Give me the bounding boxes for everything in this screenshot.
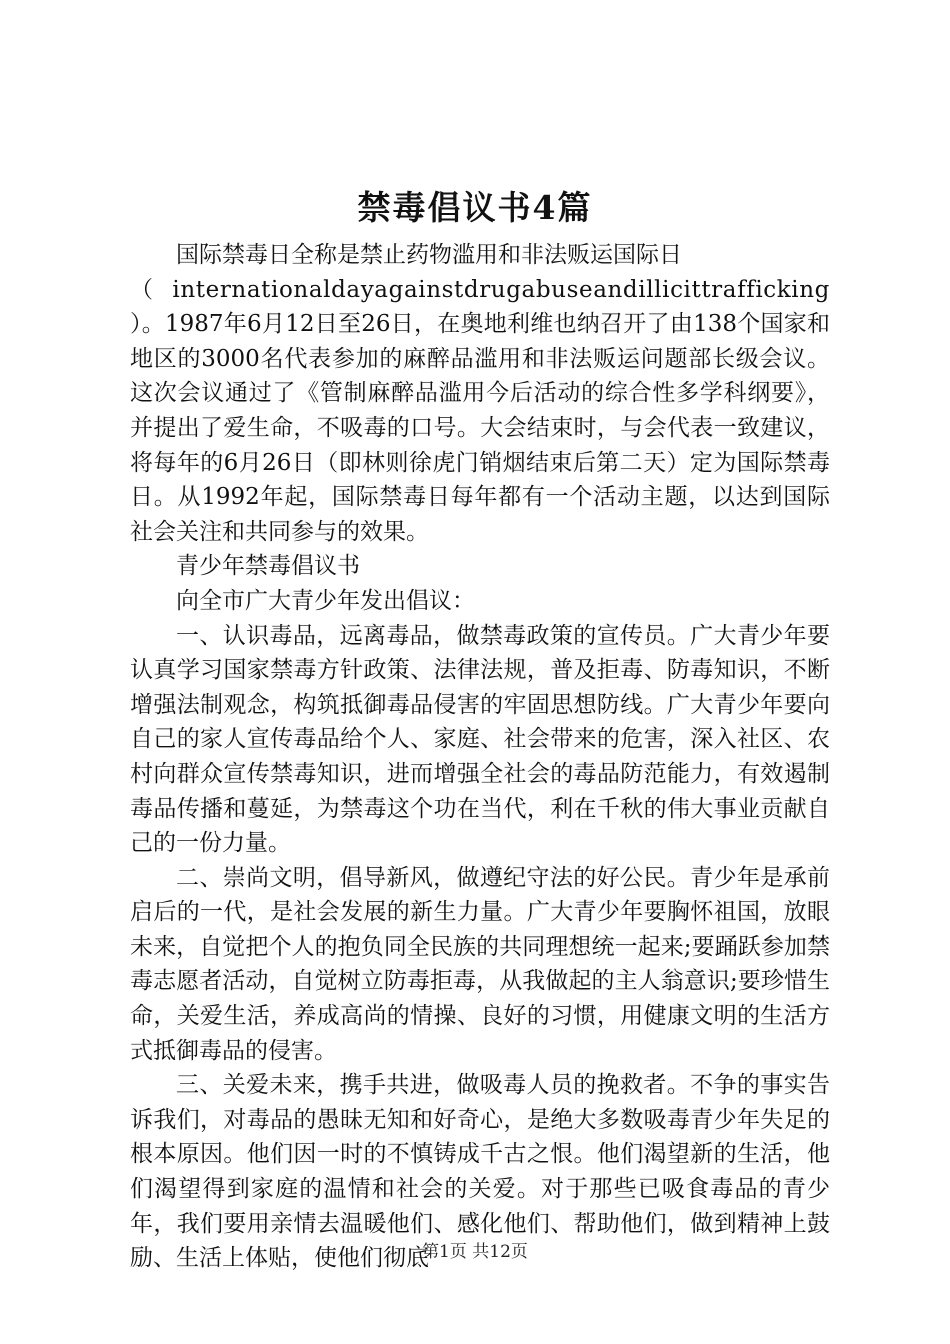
- document-title: 禁毒倡议书4篇: [357, 188, 593, 227]
- salutation: 向全市广大青少年发出倡议：: [176, 587, 475, 614]
- point-two-paragraph: 二、崇尚文明，倡导新风，做遵纪守法的好公民。青少年是承前启后的一代，是社会发展的新生力量。广大青少年要胸怀祖国，放眼未来，自觉把个人的抱负同全民族的共同理想统一起来;要踊跃参加禁毒志愿者活动，自觉树立防毒拒毒，从我做起的主人翁意识;要珍惜生命，关爱生活，养成高尚的情操、良好的习惯，用健康文明的生活方式抵御毒品的侵害。: [130, 864, 830, 1064]
- section-heading: 青少年禁毒倡议书: [176, 553, 360, 580]
- page-footer: 第1页 共12页: [422, 1242, 528, 1262]
- intro-paragraph-line2: （internationaldayagainstdrugabuseandillicittrafficking: [130, 276, 830, 303]
- intro-paragraph-rest: ）。1987年6月12日至26日，在奥地利维也纳召开了由138个国家和地区的3000名代表参加的麻醉品滥用和非法贩运问题部长级会议。这次会议通过了《管制麻醉品滥用今后活动的综合性多学科纲要》，并提出了爱生命，不吸毒的口号。大会结束时，与会代表一致建议，将每年的6月26日（即林则徐虎门销烟结束后第二天）定为国际禁毒日。从1992年起，国际禁毒日每年都有一个活动主题，以达到国际社会关注和共同参与的效果。: [130, 311, 830, 545]
- point-three-paragraph: 三、关爱未来，携手共进，做吸毒人员的挽救者。不争的事实告诉我们，对毒品的愚昧无知和好奇心，是绝大多数吸毒青少年失足的根本原因。他们因一时的不慎铸成千古之恨。他们渴望新的生活，他们渴望得到家庭的温情和社会的关爱。对于那些已吸食毒品的青少年，我们要用亲情去温暖他们、感化他们、帮助他们，做到精神上鼓励、生活上体贴，使他们彻底: [130, 1072, 830, 1272]
- intro-paragraph-line1: 国际禁毒日全称是禁止药物滥用和非法贩运国际日: [176, 242, 682, 268]
- document-body: [130, 238, 830, 1276]
- point-one-paragraph: 一、认识毒品，远离毒品，做禁毒政策的宣传员。广大青少年要认真学习国家禁毒方针政策、法律法规，普及拒毒、防毒知识，不断增强法制观念，构筑抵御毒品侵害的牢固思想防线。广大青少年要向自己的家人宣传毒品给个人、家庭、社会带来的危害，深入社区、农村向群众宣传禁毒知识，进而增强全社会的毒品防范能力，有效遏制毒品传播和蔓延，为禁毒这个功在当代，利在千秋的伟大事业贡献自己的一份力量。: [130, 622, 830, 857]
